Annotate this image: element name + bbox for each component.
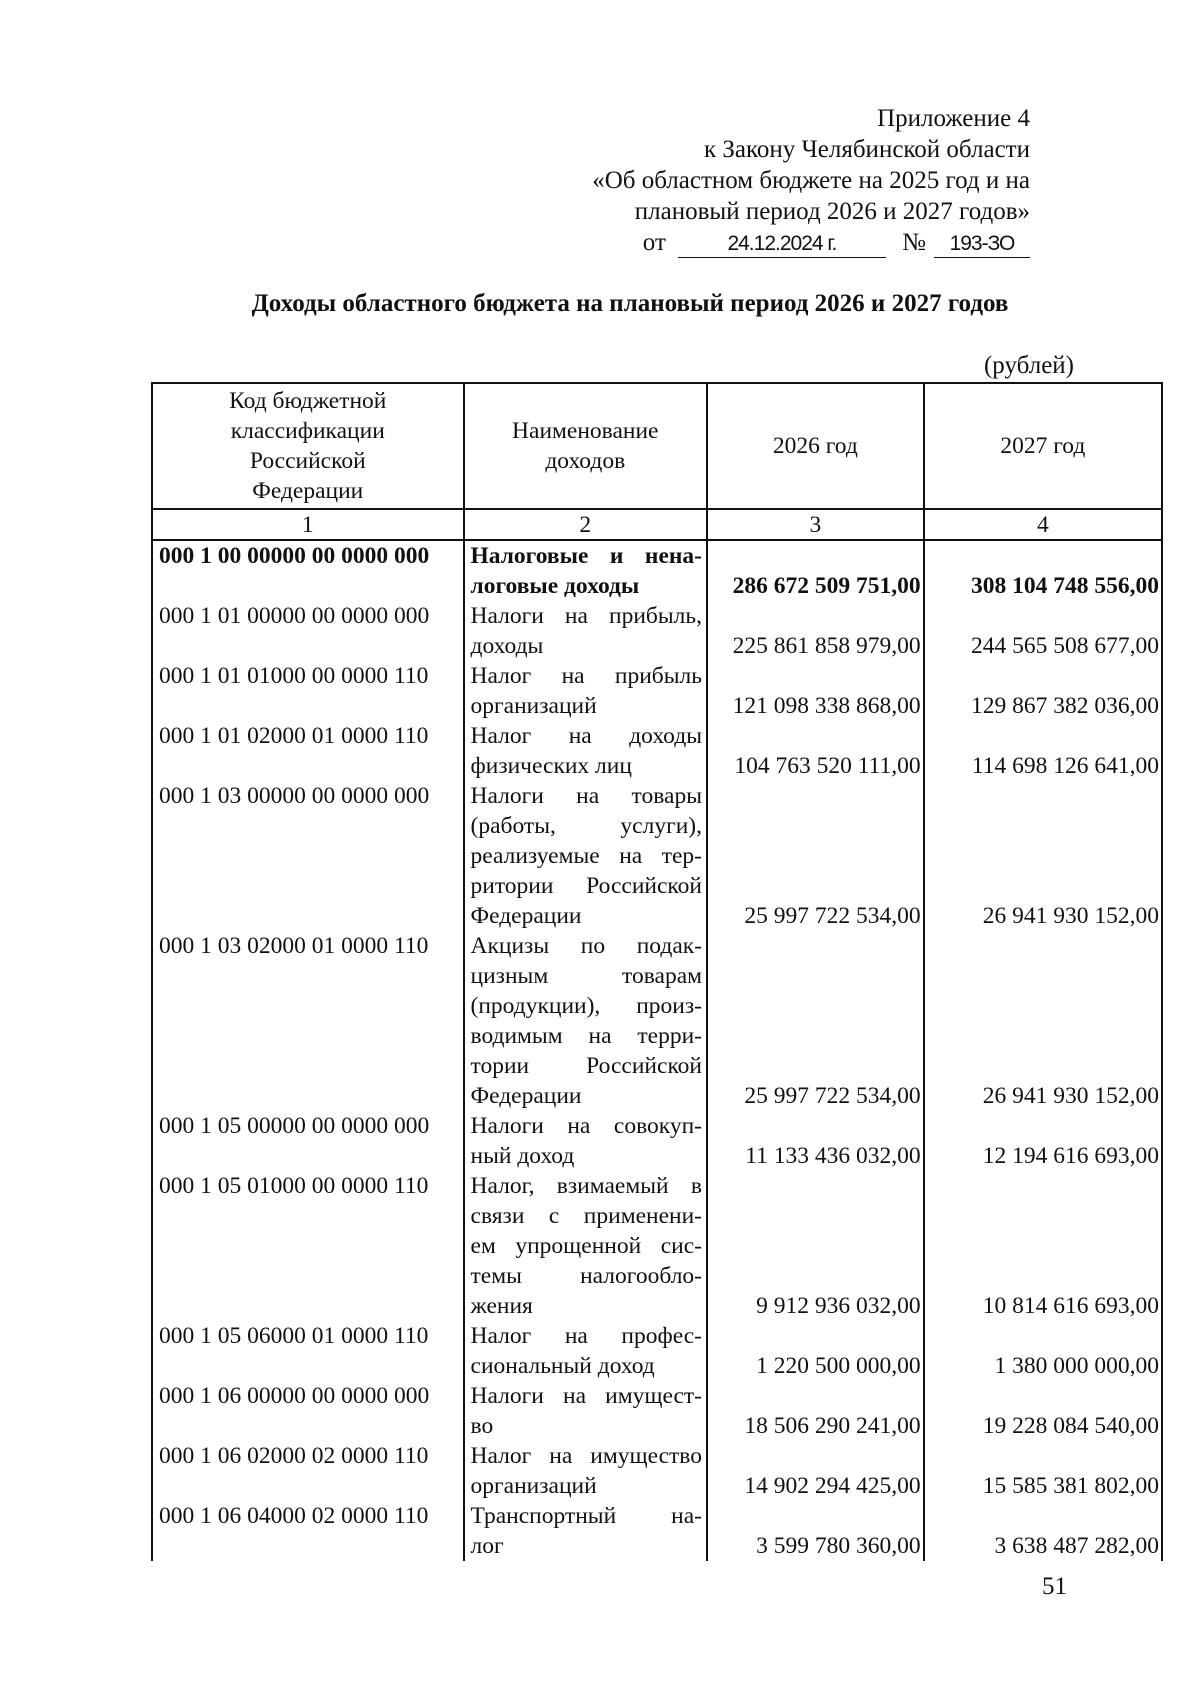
table-row — [152, 781, 1162, 931]
budget-code-cell: 000 1 06 00000 00 0000 000 — [152, 1381, 464, 1441]
revenue-name-line: Транспортный на- — [470, 1503, 702, 1529]
budget-code-cell: 000 1 01 02000 01 0000 110 — [152, 721, 464, 781]
amount-2026-cell: 3 599 780 360,00 — [707, 1501, 924, 1561]
amount-2026-cell: 11 133 436 032,00 — [707, 1111, 924, 1171]
column-number-4: 4 — [924, 509, 1162, 540]
revenue-name-cell — [464, 931, 707, 1111]
amount-2027-cell: 3 638 487 282,00 — [924, 1501, 1162, 1561]
law-number: 193-ЗО — [934, 231, 1030, 258]
amount-2026-cell: 9 912 936 032,00 — [707, 1171, 924, 1321]
budget-code-cell: 000 1 01 01000 00 0000 110 — [152, 661, 464, 721]
amount-2027-cell: 129 867 382 036,00 — [924, 661, 1162, 721]
number-prefix: № — [902, 229, 926, 256]
budget-code-cell: 000 1 05 06000 01 0000 110 — [152, 1321, 464, 1381]
column-number-3: 3 — [707, 509, 924, 540]
law-title-line-1: «Об областном бюджете на 2025 год и на — [592, 167, 1030, 194]
law-reference: к Закону Челябинской области — [704, 136, 1030, 163]
revenue-name-line: водимым на терри- — [470, 1023, 702, 1049]
amount-2027-cell: 26 941 930 152,00 — [924, 781, 1162, 931]
amount-2027-cell: 19 228 084 540,00 — [924, 1381, 1162, 1441]
amount-2026-cell: 104 763 520 111,00 — [707, 721, 924, 781]
revenue-name-line: Налоги на имущест- — [470, 1383, 702, 1409]
revenue-name-line: ный доход — [470, 1143, 575, 1169]
table-row — [152, 1111, 1162, 1171]
revenue-table — [151, 382, 1163, 1561]
revenue-name-cell — [464, 1111, 707, 1171]
table-row — [152, 540, 1162, 601]
revenue-name-cell — [464, 1441, 707, 1501]
appendix-label: Приложение 4 — [877, 105, 1030, 132]
amount-2027-cell: 114 698 126 641,00 — [924, 721, 1162, 781]
budget-code-cell: 000 1 05 01000 00 0000 110 — [152, 1171, 464, 1321]
revenue-name-line: Федерации — [470, 1083, 582, 1109]
amount-2026-cell: 18 506 290 241,00 — [707, 1381, 924, 1441]
revenue-name-line: Налог на прибыль — [470, 663, 702, 689]
table-row — [152, 931, 1162, 1111]
law-date-number-line — [592, 227, 1030, 258]
amount-2026-cell: 286 672 509 751,00 — [707, 540, 924, 601]
amount-2027-cell: 308 104 748 556,00 — [924, 540, 1162, 601]
revenue-name-line: Налоги на товары — [470, 783, 702, 809]
budget-code-cell: 000 1 06 04000 02 0000 110 — [152, 1501, 464, 1561]
revenue-name-line: связи с применени- — [470, 1203, 702, 1229]
amount-2027-cell: 10 814 616 693,00 — [924, 1171, 1162, 1321]
amount-2027-cell: 1 380 000 000,00 — [924, 1321, 1162, 1381]
table-row — [152, 601, 1162, 661]
revenue-name-line: Акцизы по подак- — [470, 933, 702, 959]
revenue-name-line: реализуемые на тер- — [470, 843, 702, 869]
revenue-name-line: ем упрощенной сис- — [470, 1233, 702, 1259]
table-row — [152, 1171, 1162, 1321]
revenue-name-line: Налог на профес- — [470, 1323, 702, 1349]
column-number-2: 2 — [464, 509, 707, 540]
header-2026: 2026 год — [707, 383, 924, 509]
revenue-name-line: логовые доходы — [470, 573, 640, 599]
revenue-name-cell — [464, 1171, 707, 1321]
amount-2026-cell: 1 220 500 000,00 — [707, 1321, 924, 1381]
revenue-name-line: организаций — [470, 693, 597, 719]
budget-code-cell: 000 1 00 00000 00 0000 000 — [152, 540, 464, 601]
revenue-name-line: тории Российской — [470, 1053, 702, 1079]
table-body — [152, 540, 1162, 1561]
revenue-name-line: во — [470, 1413, 494, 1439]
amount-2027-cell: 244 565 508 677,00 — [924, 601, 1162, 661]
revenue-name-cell — [464, 1321, 707, 1381]
column-number-1: 1 — [152, 509, 464, 540]
amount-2026-cell: 225 861 858 979,00 — [707, 601, 924, 661]
table-row — [152, 1381, 1162, 1441]
law-title-line-2: плановый период 2026 и 2027 годов» — [634, 198, 1030, 225]
revenue-name-line: темы налогообло- — [470, 1263, 702, 1289]
amount-2026-cell: 25 997 722 534,00 — [707, 781, 924, 931]
revenue-name-cell — [464, 601, 707, 661]
revenue-name-line: (продукции), произ- — [470, 993, 702, 1019]
document-title: Доходы областного бюджета на плановый период 2026 и 2027 годов — [251, 290, 1009, 317]
revenue-name-line: Налог на имущество — [470, 1443, 702, 1469]
revenue-name-line: цизным товарам — [470, 963, 702, 989]
budget-code-cell: 000 1 03 00000 00 0000 000 — [152, 781, 464, 931]
revenue-name-cell — [464, 721, 707, 781]
table-row — [152, 1501, 1162, 1561]
revenue-name-line: Налог, взимаемый в — [470, 1173, 702, 1199]
revenue-name-line: физических лиц — [470, 753, 632, 779]
revenue-name-line: (работы, услуги), — [470, 813, 702, 839]
table-header-row — [152, 383, 1162, 509]
revenue-name-cell — [464, 781, 707, 931]
amount-2027-cell: 12 194 616 693,00 — [924, 1111, 1162, 1171]
revenue-name-cell — [464, 661, 707, 721]
units-label: (рублей) — [983, 352, 1074, 379]
header-code: Код бюджетной классификации Российской Федерации — [152, 383, 464, 509]
budget-code-cell: 000 1 01 00000 00 0000 000 — [152, 601, 464, 661]
revenue-name-cell — [464, 1501, 707, 1561]
revenue-name-line: жения — [470, 1293, 533, 1319]
revenue-name-line: организаций — [470, 1473, 597, 1499]
table-row — [152, 1321, 1162, 1381]
page-number: 51 — [1042, 1573, 1067, 1600]
column-number-row — [152, 509, 1162, 540]
revenue-name-line: Налоговые и нена- — [470, 543, 702, 569]
revenue-name-cell — [464, 1381, 707, 1441]
revenue-name-line: лог — [470, 1533, 504, 1559]
table-row — [152, 721, 1162, 781]
budget-code-cell: 000 1 05 00000 00 0000 000 — [152, 1111, 464, 1171]
amount-2026-cell: 14 902 294 425,00 — [707, 1441, 924, 1501]
header-name: Наименование доходов — [464, 383, 707, 509]
appendix-header — [592, 103, 1030, 258]
header-2027: 2027 год — [924, 383, 1162, 509]
law-date: 24.12.2024 г. — [678, 231, 886, 258]
amount-2026-cell: 25 997 722 534,00 — [707, 931, 924, 1111]
table-row — [152, 661, 1162, 721]
revenue-name-line: Налог на доходы — [470, 723, 702, 749]
revenue-name-line: доходы — [470, 633, 544, 659]
table-row — [152, 1441, 1162, 1501]
budget-code-cell: 000 1 06 02000 02 0000 110 — [152, 1441, 464, 1501]
revenue-name-line: ритории Российской — [470, 873, 702, 899]
amount-2027-cell: 15 585 381 802,00 — [924, 1441, 1162, 1501]
revenue-name-cell — [464, 540, 707, 601]
amount-2027-cell: 26 941 930 152,00 — [924, 931, 1162, 1111]
revenue-name-line: Налоги на совокуп- — [470, 1113, 702, 1139]
revenue-name-line: сиональный доход — [470, 1353, 655, 1379]
amount-2026-cell: 121 098 338 868,00 — [707, 661, 924, 721]
revenue-name-line: Федерации — [470, 903, 582, 929]
revenue-name-line: Налоги на прибыль, — [470, 603, 702, 629]
budget-code-cell: 000 1 03 02000 01 0000 110 — [152, 931, 464, 1111]
date-prefix: от — [642, 229, 666, 256]
